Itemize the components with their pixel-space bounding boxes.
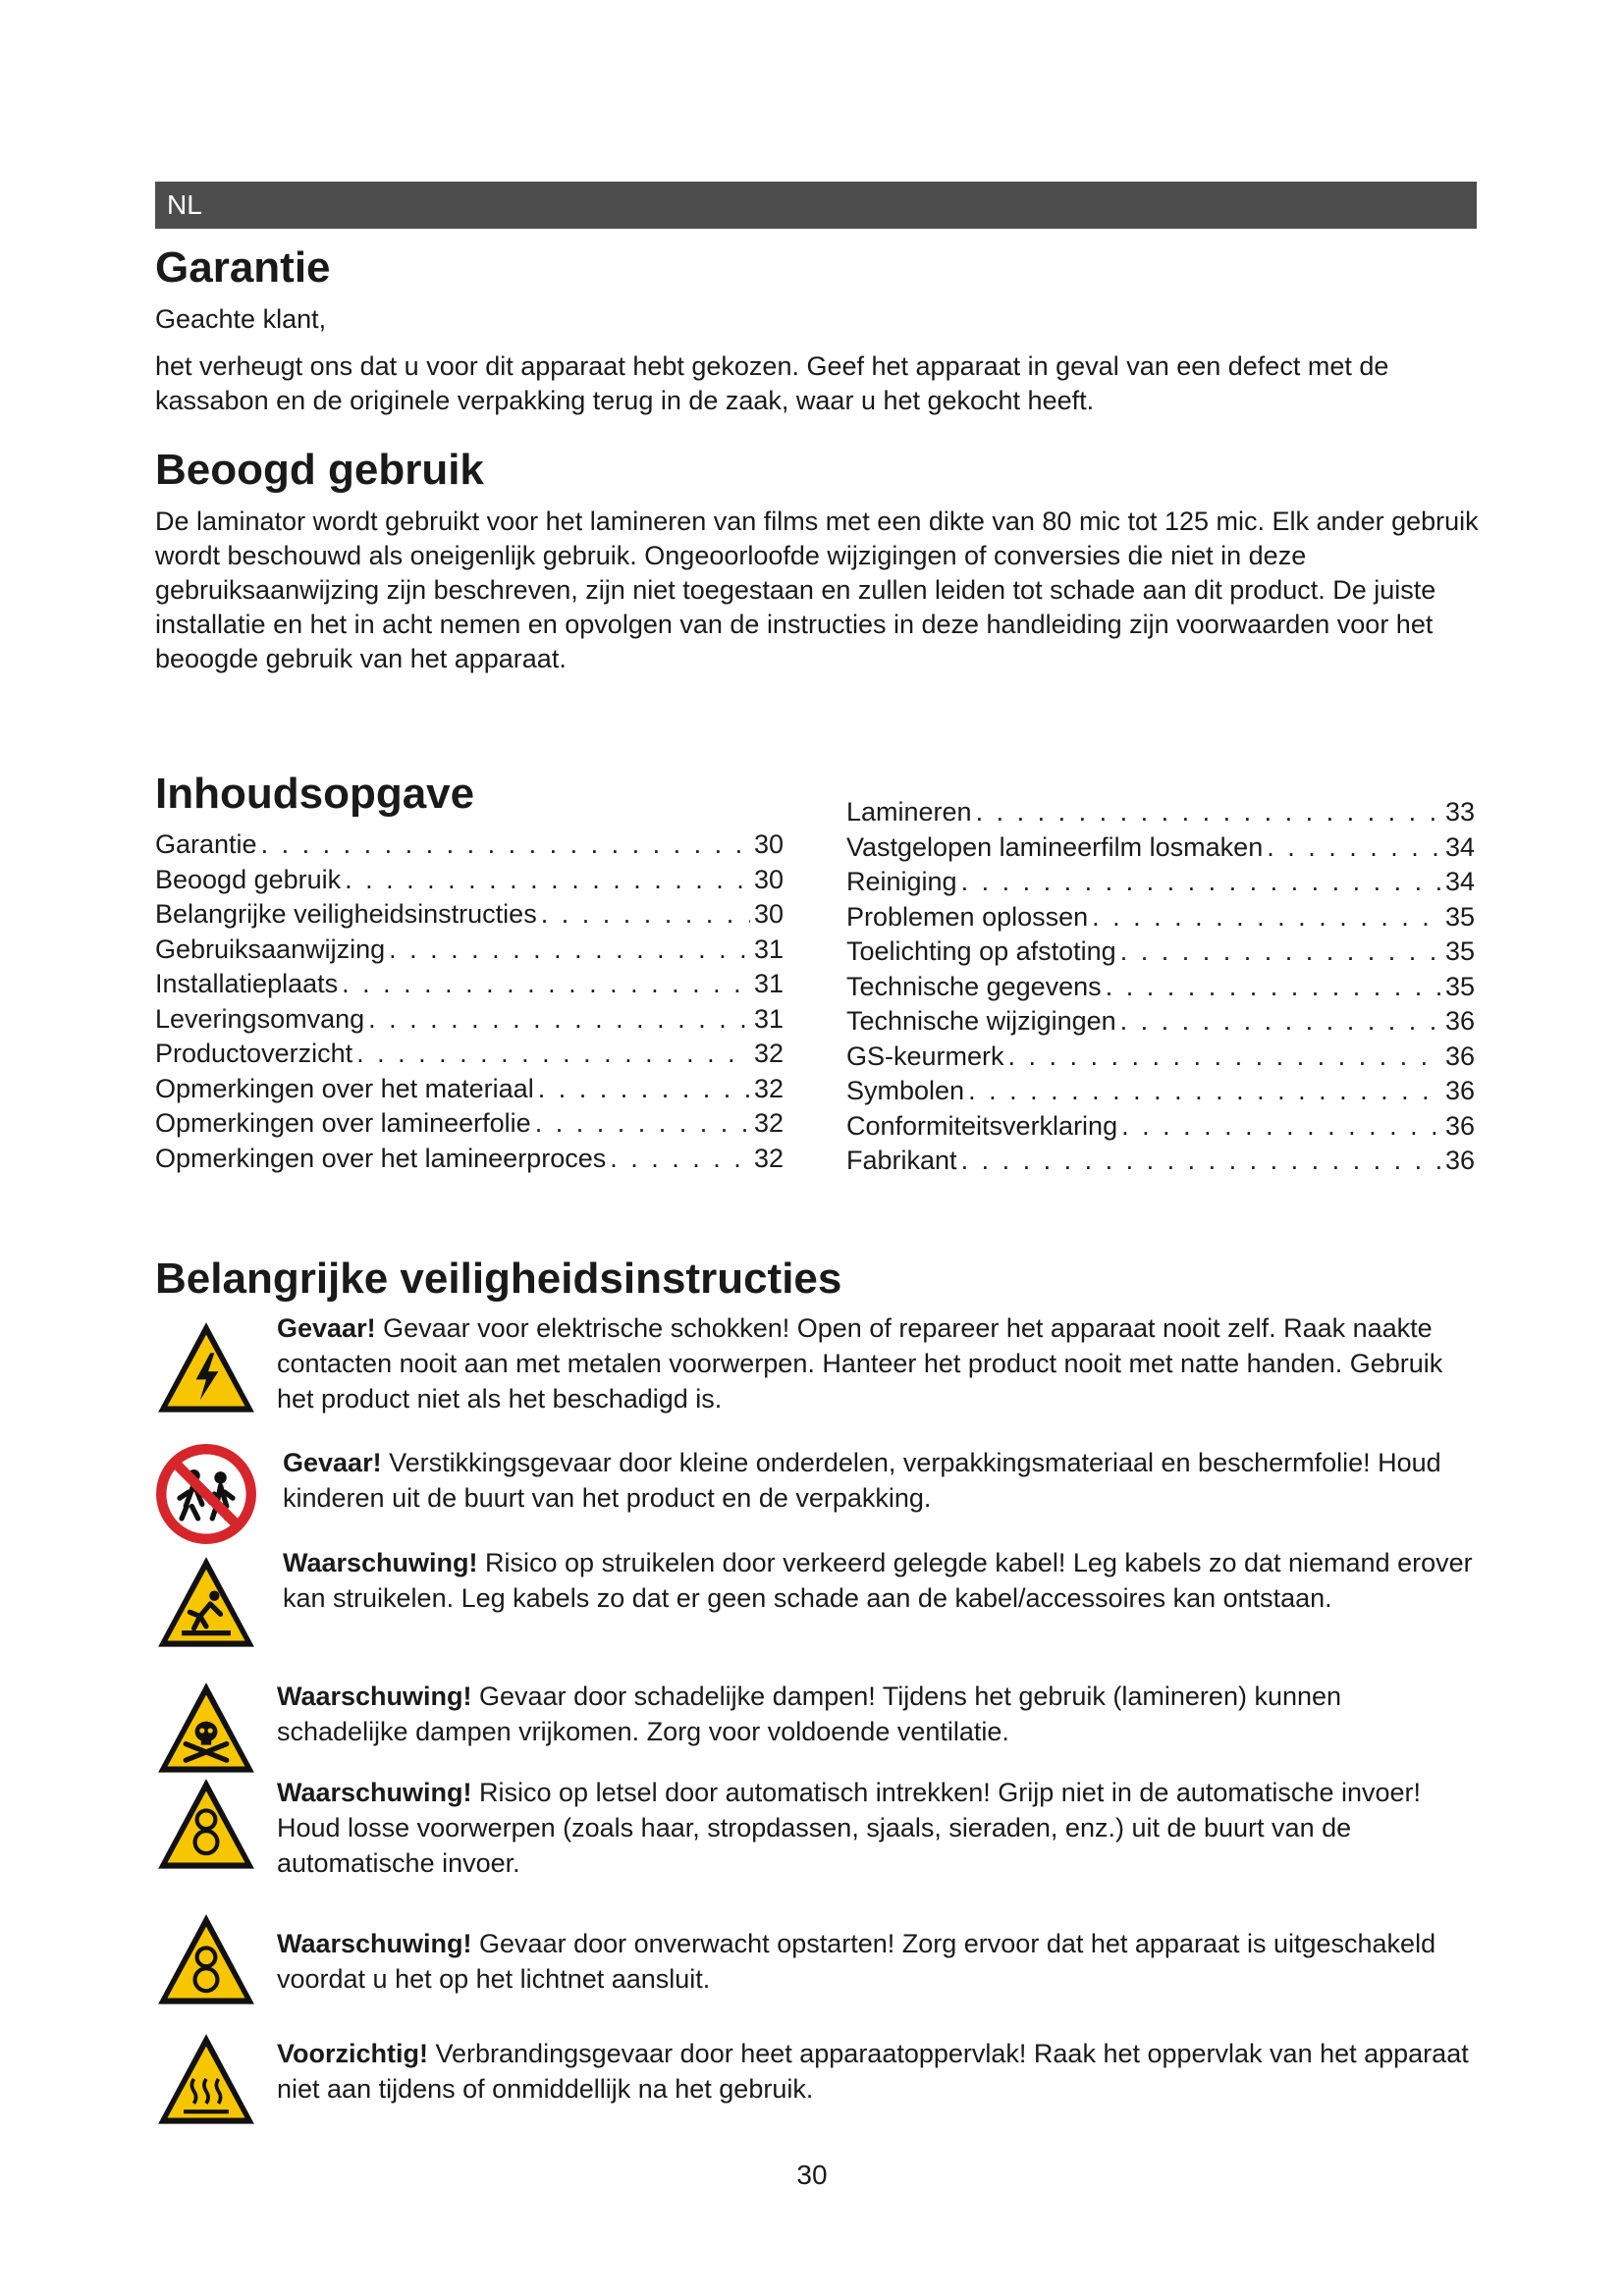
hot-surface-icon <box>155 2030 257 2132</box>
toc-item[interactable]: Opmerkingen over lamineerfolie . . . 32 <box>155 1106 784 1142</box>
toc-item[interactable]: Garantie . . . 30 <box>155 828 784 863</box>
language-bar: NL <box>155 182 1477 229</box>
toc-heading: Inhoudsopgave <box>155 770 475 818</box>
no-children-icon <box>155 1443 257 1545</box>
toc-item[interactable]: Opmerkingen over het lamineerproces . . . 32 <box>155 1142 784 1177</box>
toc-item[interactable]: Lamineren . . . 33 <box>846 795 1475 830</box>
toc-item[interactable]: Productoverzicht . . . 32 <box>155 1037 784 1072</box>
safety-item: Waarschuwing! Gevaar door onverwacht opstarten! Zorg ervoor dat het apparaat is uitgeschakeld voordat u het op het lichtnet aansluit. <box>155 1926 1483 2044</box>
safety-item: Gevaar! Verstikkingsgevaar door kleine onderdelen, verpakkingsmateriaal en beschermfolie! Houd kinderen uit de buurt van het product en de verpakking. <box>155 1445 1483 1563</box>
safety-heading: Belangrijke veiligheidsinstructies <box>155 1255 842 1303</box>
toc-item[interactable]: Opmerkingen over het materiaal . . . 32 <box>155 1072 784 1107</box>
safety-item: Voorzichtig! Verbrandingsgevaar door heet apparaatoppervlak! Raak het oppervlak van het apparaat niet aan tijdens of onmiddellijk na het gebruik. <box>155 2036 1483 2154</box>
toxic-hazard-icon <box>155 1679 257 1781</box>
safety-item: Waarschuwing! Risico op struikelen door verkeerd gelegde kabel! Leg kabels zo dat niemand erover kan struikelen. Leg kabels zo dat er geen schade aan de kabel/accessoires kan ontstaan. <box>155 1545 1483 1663</box>
toc-item[interactable]: Vastgelopen lamineerfilm losmaken . . . 34 <box>846 830 1475 866</box>
toc-item[interactable]: Technische wijzigingen . . . 36 <box>846 1004 1475 1040</box>
garantie-heading: Garantie <box>155 243 331 292</box>
page-number: 30 <box>796 2160 828 2190</box>
toc-left-column <box>155 828 784 1176</box>
toc-right-column <box>846 795 1475 1179</box>
rollers-hazard-icon <box>155 1910 257 2012</box>
toc-item[interactable]: Problemen oplossen . . . 35 <box>846 900 1475 935</box>
beoogd-heading: Beoogd gebruik <box>155 446 484 494</box>
toc-item[interactable]: Reiniging . . . 34 <box>846 865 1475 900</box>
toc-item[interactable]: Conformiteitsverklaring . . . 36 <box>846 1109 1475 1145</box>
trip-hazard-icon <box>155 1553 257 1655</box>
toc-item[interactable]: Toelichting op afstoting . . . 35 <box>846 934 1475 970</box>
safety-item: Waarschuwing! Gevaar door schadelijke dampen! Tijdens het gebruik (lamineren) kunnen schadelijke dampen vrijkomen. Zorg voor voldoende ventilatie. <box>155 1679 1483 1796</box>
beoogd-body: De laminator wordt gebruikt voor het lamineren van films met een dikte van 80 mic tot 125 mic. Elk ander gebruik wordt beschouwd als oneigenlijk gebruik. Ongeoorloofde wijzigingen of conversies die niet in deze gebruiksaanwijzing zijn beschreven, zijn niet toegestaan en zullen leiden tot schade aan dit product. De juiste installatie en het in acht nemen en opvolgen van de instructies in deze handleiding zijn voorwaarden voor het beoogde gebruik van het apparaat. <box>155 507 1479 673</box>
electric-hazard-icon <box>155 1318 257 1420</box>
toc-item[interactable]: Symbolen . . . 36 <box>846 1074 1475 1109</box>
toc-item[interactable]: Technische gegevens . . . 35 <box>846 970 1475 1005</box>
toc-item[interactable]: Leveringsomvang . . . 31 <box>155 1002 784 1038</box>
toc-item[interactable]: Installatieplaats . . . 31 <box>155 967 784 1002</box>
safety-item: Waarschuwing! Risico op letsel door automatisch intrekken! Grijp niet in de automatische invoer! Houd losse voorwerpen (zoals haar, stropdassen, sjaals, sieraden, enz.) uit de buurt van de automatische invoer. <box>155 1775 1483 1893</box>
toc-item[interactable]: Beoogd gebruik . . . 30 <box>155 863 784 898</box>
safety-item: Gevaar! Gevaar voor elektrische schokken! Open of repareer het apparaat nooit zelf. Raak naakte contacten nooit aan met metalen voorwerpen. Hanteer het product nooit met natte handen. Gebruik het product niet als het beschadigd is. <box>155 1310 1483 1428</box>
garantie-body: het verheugt ons dat u voor dit apparaat hebt gekozen. Geef het apparaat in geval van een defect met de kassabon en de originele verpakking terug in de zaak, waar u het gekocht heeft. <box>155 351 1389 415</box>
toc-item[interactable]: GS-keurmerk . . . 36 <box>846 1040 1475 1075</box>
garantie-salutation: Geachte klant, <box>155 304 327 334</box>
toc-item[interactable]: Gebruiksaanwijzing . . . 31 <box>155 933 784 968</box>
entanglement-hazard-icon <box>155 1775 257 1877</box>
toc-item[interactable]: Fabrikant . . . 36 <box>846 1144 1475 1179</box>
toc-item[interactable]: Belangrijke veiligheidsinstructies . . . 30 <box>155 897 784 933</box>
